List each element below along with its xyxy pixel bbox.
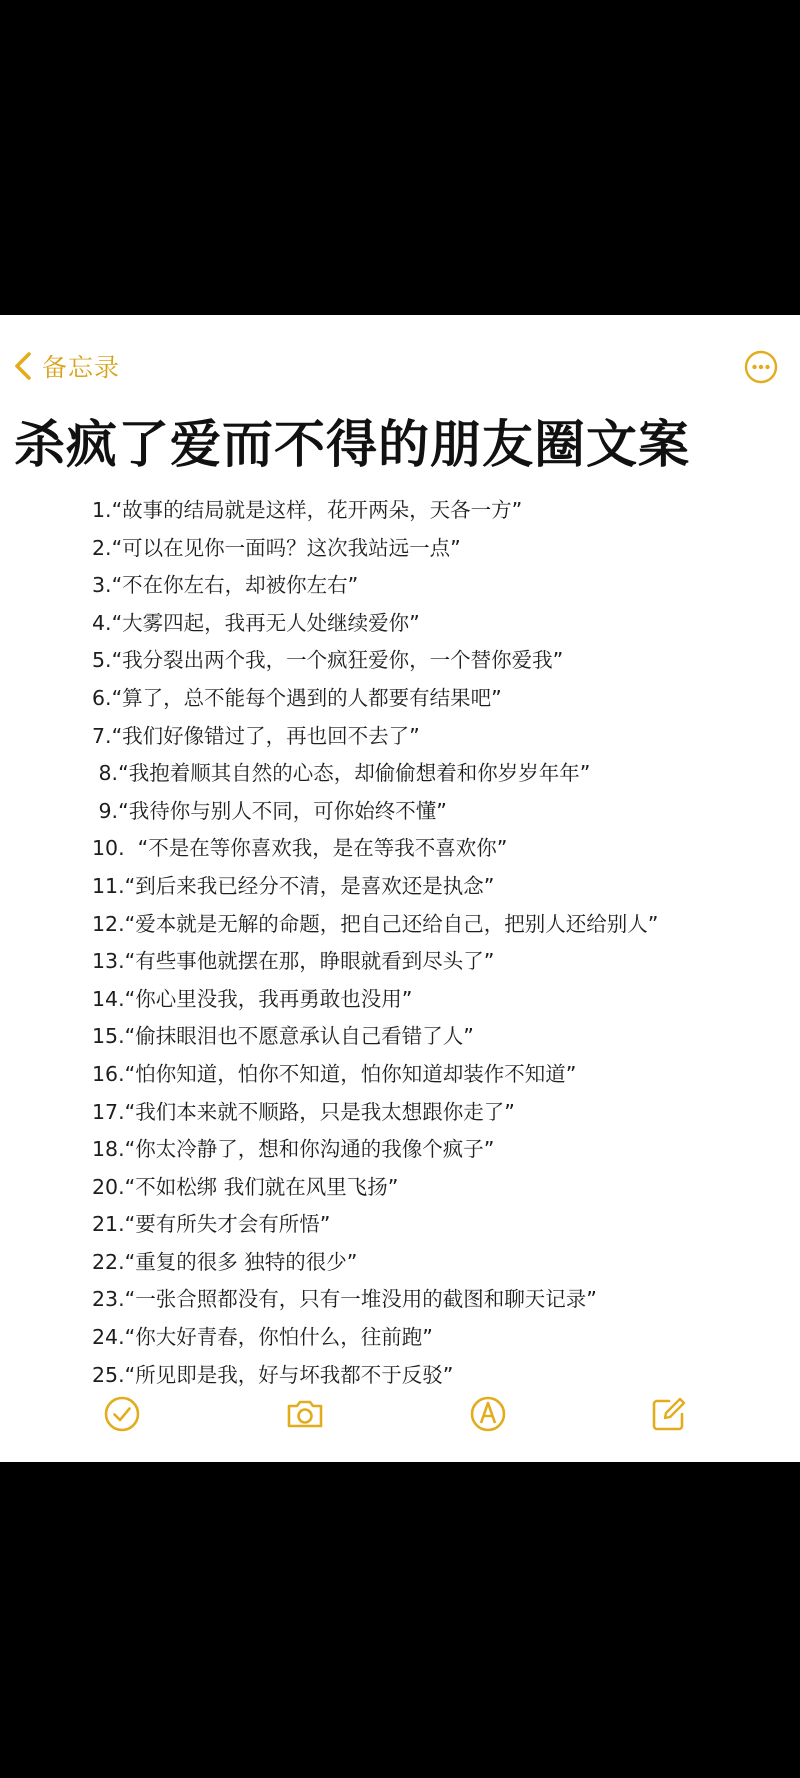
list-item (92, 530, 792, 568)
list-item (92, 1319, 792, 1357)
item-text: “偷抹眼泪也不愿意承认自己看错了人” (124, 1024, 474, 1049)
item-number: 24. (92, 1325, 125, 1350)
more-options-icon (744, 350, 778, 384)
item-number: 11. (92, 873, 125, 898)
item-text: “大雾四起，我再无人处继续爱你” (111, 610, 420, 635)
list-item (92, 755, 792, 793)
item-text: “到后来我已经分不清，是喜欢还是执念” (124, 873, 495, 898)
list-item (92, 718, 792, 756)
item-number: 13. (92, 949, 125, 974)
item-number: 16. (92, 1061, 125, 1086)
item-text: “我分裂出两个我，一个疯狂爱你，一个替你爱我” (111, 648, 564, 673)
item-text: “不如松绑 我们就在风里飞扬” (124, 1174, 399, 1199)
list-item (92, 981, 792, 1019)
item-text: “可以在见你一面吗？这次我站远一点” (111, 535, 461, 560)
list-item (92, 1357, 792, 1395)
item-text: “一张合照都没有，只有一堆没用的截图和聊天记录” (124, 1287, 597, 1312)
back-button[interactable] (12, 348, 120, 384)
item-number: 15. (92, 1024, 125, 1049)
list-item (92, 943, 792, 981)
list-item (92, 605, 792, 643)
caption-list (92, 492, 792, 1394)
item-text: “我们好像错过了，再也回不去了” (111, 723, 420, 748)
camera-button[interactable] (283, 1392, 327, 1436)
list-item (92, 1018, 792, 1056)
list-item (92, 793, 792, 831)
item-text: “我待你与别人不同，可你始终不懂” (118, 798, 447, 823)
back-label: 备忘录 (42, 353, 121, 382)
item-number: 4. (92, 610, 112, 635)
item-number: 20. (92, 1174, 125, 1199)
item-number: 22. (92, 1249, 125, 1274)
compose-button[interactable] (647, 1392, 691, 1436)
list-item (92, 1281, 792, 1319)
list-item (92, 1206, 792, 1244)
item-number: 14. (92, 986, 125, 1011)
item-text: “你心里没我，我再勇敢也没用” (124, 986, 413, 1011)
item-text: “我们本来就不顺路，只是我太想跟你走了” (124, 1099, 515, 1124)
item-text: “你太冷静了，想和你沟通的我像个疯子” (124, 1137, 495, 1162)
checklist-icon (100, 1392, 144, 1436)
note-title: 杀疯了爱而不得的朋友圈文案 (14, 416, 691, 475)
item-number: 25. (92, 1362, 125, 1387)
checklist-button[interactable] (100, 1392, 144, 1436)
item-number: 6. (92, 685, 112, 710)
item-text: “不是在等你喜欢我，是在等我不喜欢你” (124, 836, 508, 861)
list-item (92, 1094, 792, 1132)
item-number: 7. (92, 723, 112, 748)
more-options-button[interactable] (744, 350, 778, 384)
item-text: “我抱着顺其自然的心态，却偷偷想着和你岁岁年年” (118, 761, 591, 786)
item-number: 5. (92, 648, 112, 673)
compose-icon (647, 1392, 691, 1436)
list-item (92, 680, 792, 718)
markup-button[interactable] (466, 1392, 510, 1436)
list-item (92, 906, 792, 944)
notes-page (0, 315, 800, 1462)
markup-pen-icon (466, 1392, 510, 1436)
list-item (92, 830, 792, 868)
bottom-toolbar (0, 1392, 800, 1440)
item-text: “故事的结局就是这样，花开两朵，天各一方” (111, 498, 523, 522)
list-item (92, 1131, 792, 1169)
item-number: 8. (92, 761, 119, 786)
list-item (92, 642, 792, 680)
list-item (92, 1169, 792, 1207)
item-number: 17. (92, 1099, 125, 1124)
item-number: 10. (92, 836, 125, 861)
list-item (92, 1244, 792, 1282)
list-item (92, 1056, 792, 1094)
item-text: “要有所失才会有所悟” (124, 1212, 331, 1237)
list-item (92, 868, 792, 906)
item-number: 9. (92, 798, 119, 823)
item-number: 23. (92, 1287, 125, 1312)
item-text: “重复的很多 独特的很少” (124, 1249, 358, 1274)
item-text: “所见即是我，好与坏我都不于反驳” (124, 1362, 454, 1387)
item-text: “不在你左右，却被你左右” (111, 573, 359, 598)
item-text: “爱本就是无解的命题，把自己还给自己，把别人还给别人” (124, 911, 659, 936)
item-number: 2. (92, 535, 112, 560)
item-text: “你大好青春，你怕什么，往前跑” (124, 1325, 433, 1350)
list-item (92, 492, 792, 530)
item-number: 1. (92, 498, 112, 522)
item-number: 12. (92, 911, 125, 936)
item-text: “怕你知道，怕你不知道，怕你知道却装作不知道” (124, 1061, 577, 1086)
list-item (92, 567, 792, 605)
camera-icon (283, 1392, 327, 1436)
item-number: 21. (92, 1212, 125, 1237)
item-number: 18. (92, 1137, 125, 1162)
item-text: “算了，总不能每个遇到的人都要有结果吧” (111, 685, 502, 710)
chevron-left-icon (12, 351, 34, 381)
item-text: “有些事他就摆在那，睁眼就看到尽头了” (124, 949, 495, 974)
item-number: 3. (92, 573, 112, 598)
